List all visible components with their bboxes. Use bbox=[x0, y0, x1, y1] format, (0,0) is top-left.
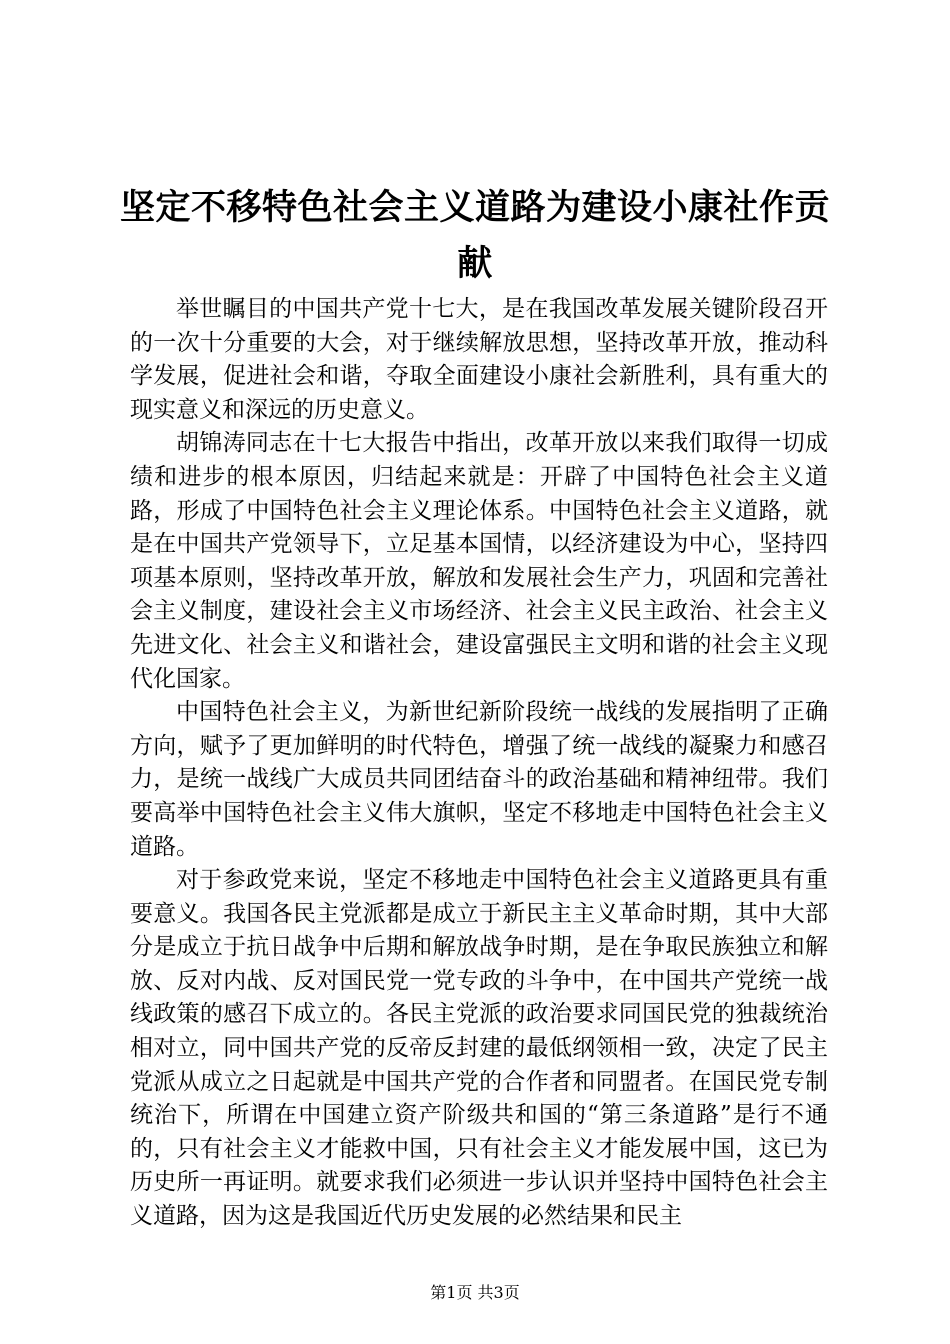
document-body bbox=[130, 293, 828, 1234]
paragraph-3: 中国特色社会主义，为新世纪新阶段统一战线的发展指明了正确方向，赋予了更加鲜明的时代特色，增强了统一战线的凝聚力和感召力，是统一战线广大成员共同团结奋斗的政治基础和精神纽带。我们要高举中国特色社会主义伟大旗帜，坚定不移地走中国特色社会主义道路。 bbox=[130, 699, 828, 860]
page-number-footer: 第1页 共3页 bbox=[430, 1283, 520, 1302]
document-title: 坚定不移特色社会主义道路为建设小康社作贡献 bbox=[120, 187, 831, 284]
paragraph-2: 胡锦涛同志在十七大报告中指出，改革开放以来我们取得一切成绩和进步的根本原因，归结起来就是：开辟了中国特色社会主义道路，形成了中国特色社会主义理论体系。中国特色社会主义道路，就是在中国共产党领导下，立足基本国情，以经济建设为中心，坚持四项基本原则，坚持改革开放，解放和发展社会生产力，巩固和完善社会主义制度，建设社会主义市场经济、社会主义民主政治、社会主义先进文化、社会主义和谐社会，建设富强民主文明和谐的社会主义现代化国家。 bbox=[130, 430, 828, 692]
paragraph-4: 对于参政党来说，坚定不移地走中国特色社会主义道路更具有重要意义。我国各民主党派都是成立于新民主主义革命时期，其中大部分是成立于抗日战争中后期和解放战争时期，是在争取民族独立和解放、反对内战、反对国民党一党专政的斗争中，在中国共产党统一战线政策的感召下成立的。各民主党派的政治要求同国民党的独裁统治相对立，同中国共产党的反帝反封建的最低纲领相一致，决定了民主党派从成立之日起就是中国共产党的合作者和同盟者。在国民党专制统治下，所谓在中国建立资产阶级共和国的“第三条道路”是行不通的，只有社会主义才能救中国，只有社会主义才能发展中国，这已为历史所一再证明。就要求我们必须进一步认识并坚持中国特色社会主义道路，因为这是我国近代历史发展的必然结果和民主 bbox=[130, 867, 828, 1230]
paragraph-1: 举世瞩目的中国共产党十七大，是在我国改革发展关键阶段召开的一次十分重要的大会，对于继续解放思想，坚持改革开放，推动科学发展，促进社会和谐，夺取全面建设小康社会新胜利，具有重大的现实意义和深远的历史意义。 bbox=[130, 296, 828, 423]
